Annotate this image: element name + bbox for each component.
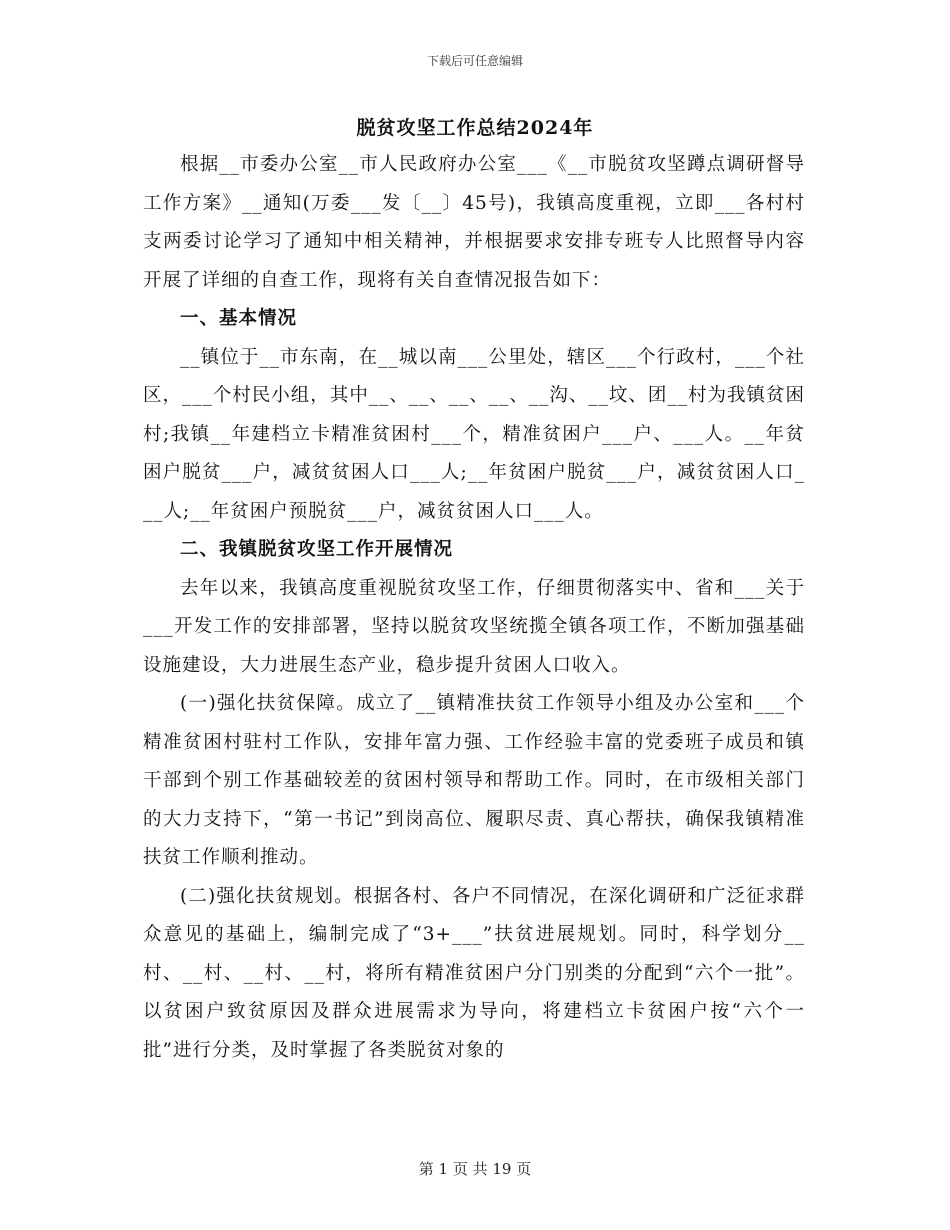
section-heading-basic-situation: 一、基本情况 [180,308,298,329]
paragraph-intro: 根据__市委办公室__市人民政府办公室___《__市脱贫攻坚蹲点调研督导工作方案》__通知(万委___发〔__〕45号)，我镇高度重视，立即___各村村支两委讨论学习了通知中相关精神，并根据要求安排专班专人比照督导内容开展了详细的自查工作，现将有关自查情况报告如下： [143,154,805,291]
paragraph-guarantee: (一)强化扶贫保障。成立了__镇精准扶贫工作领导小组及办公室和___个精准贫困村驻村工作队，安排年富力强、工作经验丰富的党委班子成员和镇干部到个别工作基础较差的贫困村领导和帮助工作。同时，在市级相关部门的大力支持下，“第一书记”到岗高位、履职尽责、真心帮扶，确保我镇精准扶贫工作顺利推动。 [143,693,805,868]
page-header: 下载后可任意编辑 [426,54,523,68]
document-title: 脱贫攻坚工作总结2024年 [356,117,594,139]
paragraph-work-overview: 去年以来，我镇高度重视脱贫攻坚工作，仔细贯彻落实中、省和___关于___开发工作的安排部署，坚持以脱贫攻坚统揽全镇各项工作，不断加强基础设施建设，大力进展生态产业，稳步提升贫困人口收入。 [143,577,805,676]
section-heading-work-progress: 二、我镇脱贫攻坚工作开展情况 [180,539,454,560]
paragraph-basic-situation: __镇位于__市东南，在__城以南___公里处，辖区___个行政村，___个社区，___个村民小组，其中__、__、__、__、__沟、__坟、团__村为我镇贫困村;我镇__年建档立卡精准贫困村___个，精准贫困户___户、___人。__年贫困户脱贫___户，减贫贫困人口___人;__年贫困户脱贫___户，减贫贫困人口___人;__年贫困户预脱贫___户，减贫贫困人口___人。 [143,346,805,522]
paragraph-planning: (二)强化扶贫规划。根据各村、各户不同情况，在深化调研和广泛征求群众意见的基础上，编制完成了“3+___”扶贫进展规划。同时，科学划分__村、__村、__村、__村，将所有精准贫困户分门别类的分配到“六个一批”。以贫困户致贫原因及群众进展需求为导向，将建档立卡贫困户按“六个一批”进行分类，及时掌握了各类脱贫对象的 [143,885,805,1061]
document-body [143,146,805,1070]
page-footer: 第 1 页 共 19 页 [418,1160,532,1178]
